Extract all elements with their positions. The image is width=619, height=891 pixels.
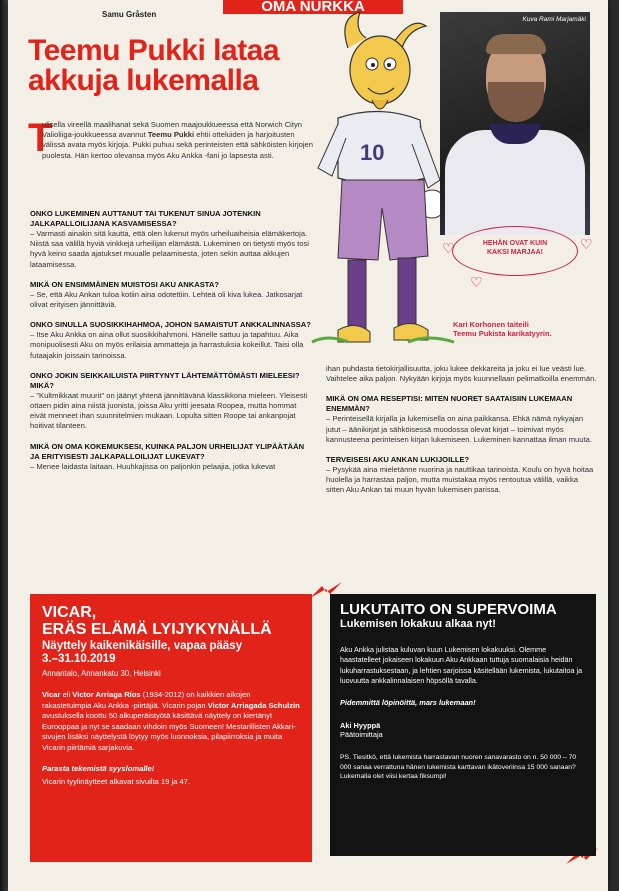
exhibition-title-2: ERÄS ELÄMÄ LYIJYKYNÄLLÄ	[42, 621, 272, 638]
player-photo	[440, 12, 590, 235]
campaign-slogan: Pidemmittä löpinöittä, mars lukemaan!	[340, 698, 476, 708]
body-rest: avustuksella koottu 50 alkuperäistyötä käsittävä näyttely on kiertänyt Eurooppaa ja nyt se saadaan vihdoin myös Suomeen! Mestarillisten Akkari-sivujen lisäksi näyttelystä löytyy myös luonnoksia, pilapiirroksia ja muita Vicarin piirtämiä sarjakuvia.	[42, 711, 296, 752]
exhibition-body	[42, 690, 300, 754]
answer-5-end: ihan puhdasta tietokirjallisuutta, joku lukee dekkareita ja joku ei lue veästi lue. Vaihtelee aika paljon. Nykyään kirjoja myös kuunnellaan pelimatkoilla enemmän.	[326, 364, 597, 384]
heart-icon: ♡	[580, 236, 593, 252]
photo-hair	[486, 34, 546, 54]
answer-3: – Itse Aku Ankka on aina ollut suosikkihahmoni. Hänelle sattuu ja tapahtuu. Aika monipuolisesti Aku on myös erilaisia ammatteja ja harrastuksia kokeillut. Taisi olla futaajakin joissain tarinoissa.	[30, 330, 304, 360]
caption-line-1: Kari Korhonen taiteili	[453, 320, 529, 329]
campaign-ps: PS. Tiesitkö, että lukemista harrastavan nuoren sanavarasto on n. 50 000 – 70 000 sanaa verrattuna hänen lukemista karttavan ikätoveriinsa 15 000 sanaan? Lukemalla olet viisi kertaa fiksumpi!	[340, 754, 577, 781]
goat-caricature-illustration	[308, 8, 458, 363]
interview-column-right	[326, 364, 598, 502]
campaign-subtitle: Lukemisen lokakuu alkaa nyt!	[340, 618, 496, 630]
section-banner: OMA NURKKA	[223, 0, 403, 14]
body-name: Victor Arriaga Ríos	[72, 690, 141, 699]
campaign-body: Aku Ankka julistaa kuluvan kuun Lukemisen lokakuuksi. Olemme haastatelleet jokaiseen lokakuun Aku Ankkaan tuttuja suomalaisia heidän lukuharrastuksestaan, ja lehtien sarjoissa käsitellään lukemista, lukutaitoa ja luovuutta ankkalinnalaisen höpsöllä tavalla.	[340, 645, 583, 685]
exhibition-subtitle: Näyttely kaikenikäisille, vapaa pääsy	[42, 640, 243, 652]
photo-beard	[488, 82, 544, 122]
bubble-line-2: KAKSI MARJAA!	[487, 249, 543, 256]
caption-line-2: Teemu Pukista karikatyyrin.	[453, 329, 552, 338]
question-3: ONKO SINULLA SUOSIKKIHAHMOA, JOHON SAMAISTUT ANKKALINNASSA?	[30, 320, 311, 330]
body-lead: Vicar	[42, 690, 61, 699]
campaign-signer-role: Päätoimittaja	[340, 730, 383, 740]
interview-column-left	[30, 205, 312, 478]
answer-1: – Varmasti ainakin sitä kautta, että olen lukenut myös urheiluaiheisia elämäkertoja. Niistä saa välillä hyviä vinkkejä urheilijan elämästä. Lukeminen on tietysti myös tosi hyvä keino saada ajatukset muualle pelaamisesta, joten sekin auttaa akkujen lataamisessa.	[30, 229, 309, 269]
bubble-line-1: HEHÄN OVAT KUIN	[482, 240, 548, 247]
exhibition-title-1: VICAR,	[42, 604, 97, 621]
question-5: MIKÄ ON OMA KOKEMUKSESI, KUINKA PALJON URHEILIJAT YLIPÄÄTÄÄN JA ERITYISESTI JALKAPALLOILIJAT LUKEVAT?	[30, 441, 305, 461]
lead-text-1: ulisella vireellä maalihanat sekä Suomen maajoukkueessa että Norwich Cityn Valioliiga-joukkueessa avannut	[42, 120, 303, 140]
heart-icon: ♡	[442, 240, 455, 256]
answer-6: – Perinteisellä kirjalla ja lukemisella on aina paikkansa. Ehkä nämä nykyajan jutut – äänikirjat ja sähköisessä muodossa olevat kirjat – toimivat myös kannusteena perinteisen kirjan lukemiseen. Lukeminen kannattaa ilman muuta.	[326, 414, 592, 444]
drop-cap: T	[28, 116, 53, 160]
heart-icon: ♡	[470, 274, 483, 290]
body-name-2: Victor Arriagada Schulzin	[207, 700, 300, 710]
exhibition-dates: 3.–31.10.2019	[42, 653, 116, 665]
exhibition-info-box	[30, 594, 312, 862]
literacy-campaign-box	[330, 594, 596, 856]
body-mid-2: (1934-2012) on kaikkien aikojen rakastetuimpia Aku Ankka -piirtäjiä. Vicarin pojan	[42, 690, 251, 710]
question-7: TERVEISESI AKU ANKAN LUKIJOILLE?	[326, 455, 470, 465]
answer-5-start: – Menee laidasta laitaan. Huuhkajissa on paljonkin pelaajia, jotka lukevat	[30, 461, 276, 471]
author-byline: Samu Gråsten	[102, 10, 157, 19]
shirt-number: 10	[360, 140, 385, 165]
answer-7: – Pysykää aina mieletänne nuorina ja nauttikaa tarinoista. Koulu on hyvä hoitaa huolella ja harrastaa paljon, mutta muistakaa myös rentoutua välillä, vaikka sitten Aku Ankan tai muun hyvän lukemisen parissa.	[326, 465, 594, 495]
illustration-caption	[453, 320, 593, 338]
photo-credit: Kuva Rami Marjamäki	[522, 16, 586, 23]
exhibition-address: Annantalo, Annankatu 30, Helsinki	[42, 669, 161, 678]
question-1: ONKO LUKEMINEN AUTTANUT TAI TUKENUT SINUA JOTENKIN JALKAPALLOILIJANA KASVAMISESSA?	[30, 209, 261, 228]
lead-name: Teemu Pukki	[147, 130, 195, 140]
answer-2: – Se, että Aku Ankan tuloa kotiin aina odotettiin. Lehteä oli kiva lukea. Jatkosarjat olivat erityisen jännittäviä.	[30, 289, 303, 310]
lead-paragraph	[42, 120, 314, 161]
magazine-spine	[0, 0, 8, 891]
title-line-2: akkuja lukemalla	[28, 64, 259, 97]
answer-4: – "Kultmikkaat muurit" on jäänyt yhtenä jännittävänä klassikkona mieleen. Yleisesti ottaen pidin aina niistä juonista, joissa Aku yritti jeesata Roopea, mutta hommat eivät menneet ihan suunnitelmien mukaan. Lopulta sitten Roope tai ankanpojat hoitivat tilanteen.	[30, 390, 308, 431]
exhibition-footnote: Vicarin tyylinäytteet alkavat sivuilta 19 ja 47.	[42, 776, 191, 786]
photo-shirt	[445, 130, 585, 235]
question-4: ONKO JOKIN SEIKKAILUISTA PIIRTYNYT LÄHTEMÄTTÖMÄSTI MIELEESI? MIKÄ?	[30, 370, 300, 390]
campaign-title: LUKUTAITO ON SUPERVOIMA	[340, 601, 557, 618]
title-line-1: Teemu Pukki lataa	[28, 34, 280, 67]
campaign-signer: Aki Hyyppä	[340, 721, 381, 731]
speech-bubble	[452, 226, 578, 276]
question-6: MIKÄ ON OMA RESEPTISI: MITEN NUORET SAATAISIIN LUKEMAAN ENEMMÄN?	[326, 394, 573, 414]
question-2: MIKÄ ON ENSIMMÄINEN MUISTOSI AKU ANKASTA?	[30, 279, 219, 289]
body-mid-1: eli	[60, 690, 73, 699]
lead-text-2: ehtii otteluiden ja harjoitusten välissä avata myös kirjoja. Pukki puhuu sekä perinteisten että sähköisten kirjojen puolesta. Hän kertoo olevansa myös Aku Ankka -fani jo lapsesta asti.	[42, 130, 313, 160]
article-title	[28, 36, 328, 96]
magazine-page	[8, 0, 608, 891]
exhibition-slogan: Parasta tekemistä syyslomalle!	[42, 763, 155, 773]
